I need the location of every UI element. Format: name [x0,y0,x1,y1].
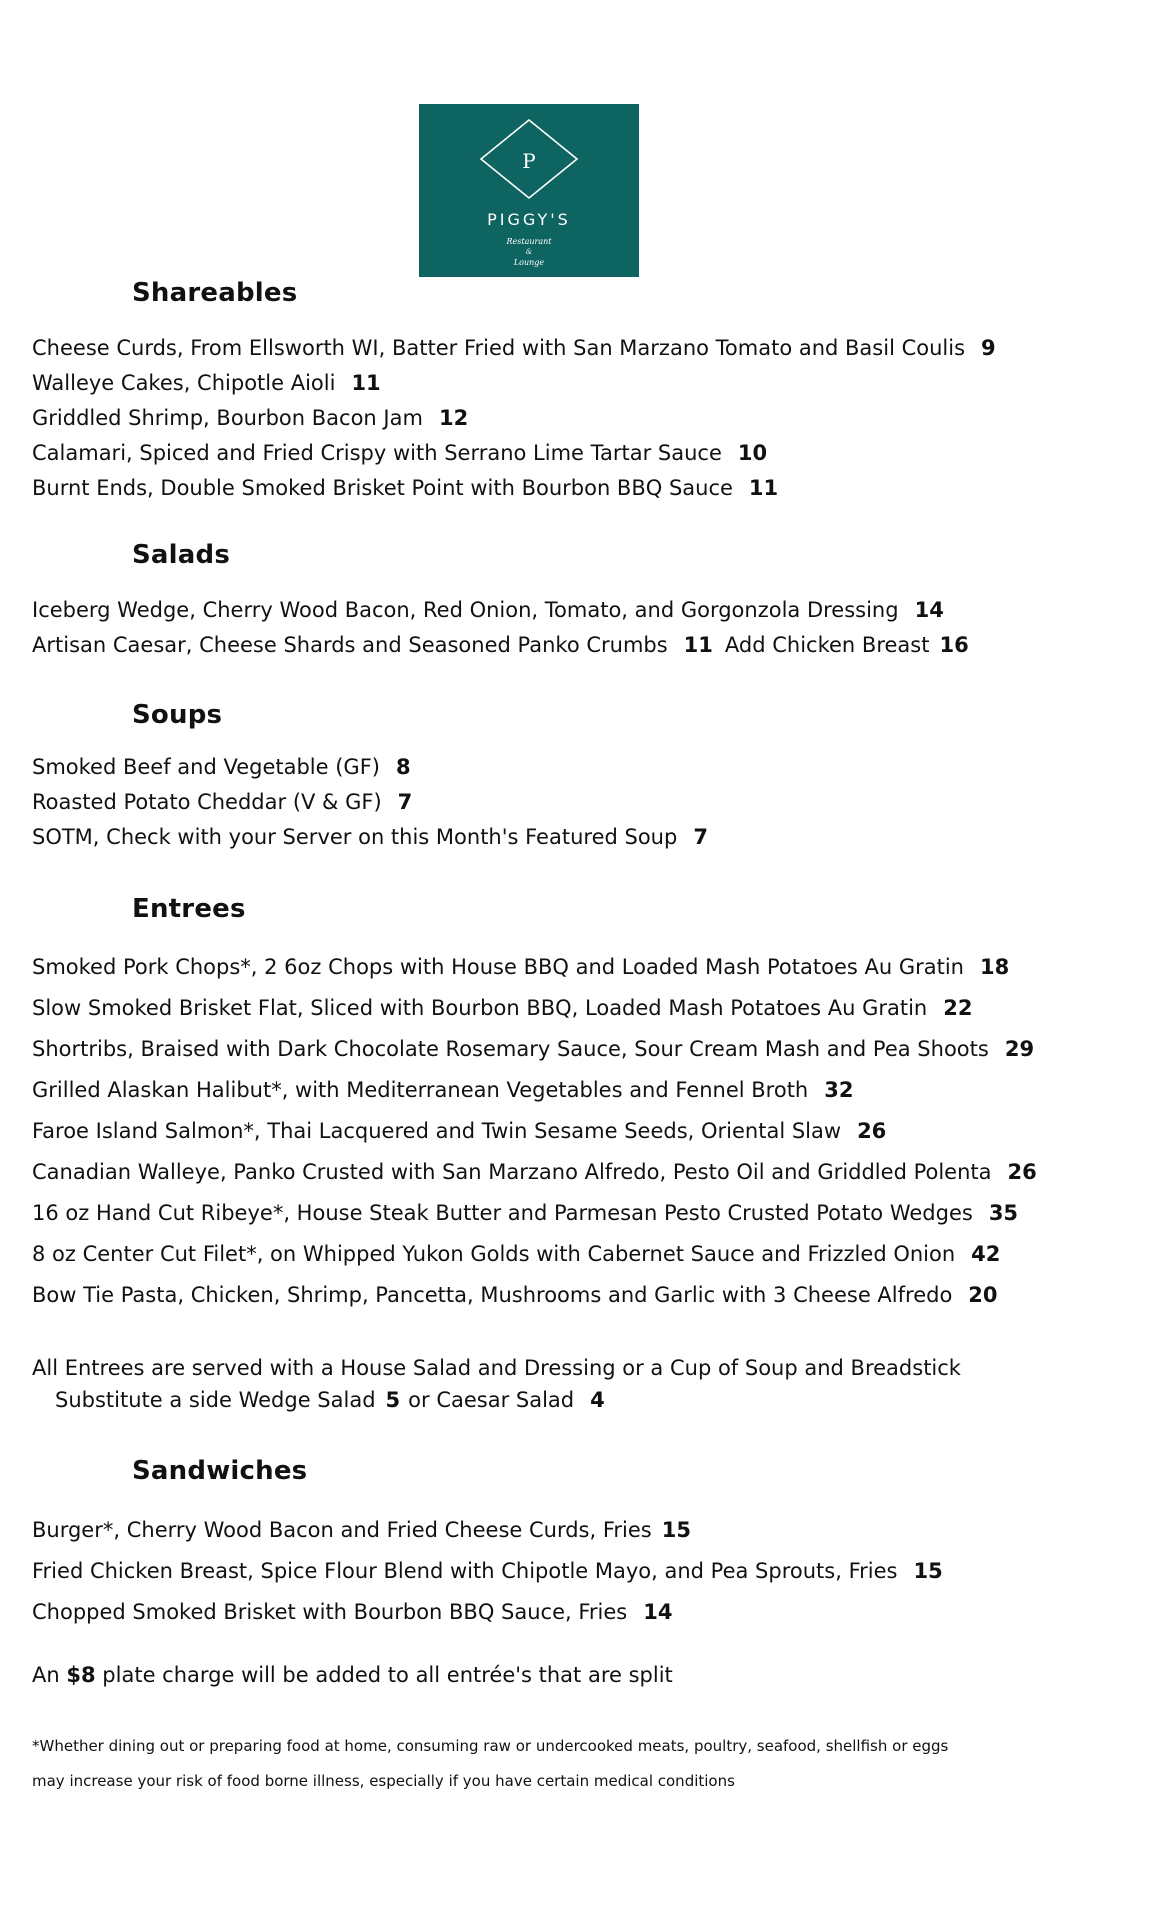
item-name: Griddled Shrimp, Bourbon Bacon Jam [32,406,423,430]
logo-name: PIGGY'S [487,210,571,229]
item-name: Grilled Alaskan Halibut*, with Mediterranean Vegetables and Fennel Broth [32,1078,809,1102]
menu-item [32,996,972,1020]
disclaimer-line-2: may increase your risk of food borne illness, especially if you have certain medical conditions [32,1772,735,1790]
item-price: 18 [979,955,1010,979]
menu-item [32,1242,1000,1266]
plate-charge-note [32,1663,673,1687]
substitute-text-caesar: or Caesar Salad [408,1388,575,1412]
menu-item [32,955,1009,979]
item-price: 26 [1007,1160,1037,1184]
logo-sub-3: Lounge [513,258,545,267]
item-price: 35 [988,1201,1019,1225]
section-heading-salads: Salads [132,540,231,570]
section-heading-soups: Soups [132,700,223,730]
menu-item [32,406,468,430]
item-price: 15 [913,1559,943,1583]
item-price: 11 [683,633,713,657]
item-name: Shortribs, Braised with Dark Chocolate Rosemary Sauce, Sour Cream Mash and Pea Shoots [32,1037,989,1061]
item-price: 26 [857,1119,887,1143]
item-price: 8 [395,755,411,779]
menu-item [32,1600,672,1624]
item-price: 9 [981,336,996,360]
item-name: Canadian Walleye, Panko Crusted with San Marzano Alfredo, Pesto Oil and Griddled Polenta [32,1160,992,1184]
menu-item [32,790,412,814]
menu-item [32,1283,998,1307]
substitute-price-caesar: 4 [590,1388,605,1412]
logo-sub-2: & [525,248,533,256]
item-name: Artisan Caesar, Cheese Shards and Seasoned Panko Crumbs [32,633,668,657]
item-name: Burnt Ends, Double Smoked Brisket Point with Bourbon BBQ Sauce [32,476,733,500]
item-price: 14 [914,598,944,622]
substitute-text: Substitute a side Wedge Salad [55,1388,376,1412]
item-price: 20 [968,1283,998,1307]
restaurant-logo [419,104,639,277]
item-name: Chopped Smoked Brisket with Bourbon BBQ Sauce, Fries [32,1600,628,1624]
item-name: Iceberg Wedge, Cherry Wood Bacon, Red Onion, Tomato, and Gorgonzola Dressing [32,598,899,622]
logo-graphic [419,104,639,277]
item-name: Slow Smoked Brisket Flat, Sliced with Bourbon BBQ, Loaded Mash Potatoes Au Gratin [32,996,928,1020]
menu-item [32,1119,886,1143]
plate-charge-amount: $8 [66,1663,96,1687]
item-price: 32 [824,1078,854,1102]
item-price: 29 [1004,1037,1035,1061]
item-name: SOTM, Check with your Server on this Month's Featured Soup [32,825,678,849]
menu-item [32,755,411,779]
item-name: 8 oz Center Cut Filet*, on Whipped Yukon Golds with Cabernet Sauce and Frizzled Onion [32,1242,956,1266]
item-name: Smoked Beef and Vegetable (GF) [32,755,380,779]
item-price: 11 [748,476,779,500]
item-name: Calamari, Spiced and Fried Crispy with Serrano Lime Tartar Sauce [32,441,722,465]
item-price: 10 [737,441,768,465]
logo-sub-1: Restaurant [506,237,552,246]
logo-letter: P [522,149,536,173]
item-name: 16 oz Hand Cut Ribeye*, House Steak Butter and Parmesan Pesto Crusted Potato Wedges [32,1201,973,1225]
item-name: Fried Chicken Breast, Spice Flour Blend with Chipotle Mayo, and Pea Sprouts, Fries [32,1559,898,1583]
item-price: 42 [971,1242,1001,1266]
item-price: 22 [943,996,973,1020]
menu-item [32,1078,853,1102]
menu-item [32,1201,1018,1225]
item-name: Cheese Curds, From Ellsworth WI, Batter Fried with San Marzano Tomato and Basil Coulis [32,336,966,360]
menu-item [32,441,767,465]
section-heading-sandwiches: Sandwiches [132,1456,308,1486]
entree-note-line-2 [55,1388,605,1412]
menu-item [32,1518,691,1542]
plate-charge-prefix: An [32,1663,60,1687]
item-name: Burger*, Cherry Wood Bacon and Fried Cheese Curds, Fries [32,1518,652,1542]
substitute-price-wedge: 5 [385,1388,401,1412]
menu-item [32,476,778,500]
menu-item [32,598,944,622]
item-price: 15 [661,1518,691,1542]
menu-item [32,1559,943,1583]
menu-item [32,336,996,360]
section-heading-shareables: Shareables [132,278,298,308]
item-price: 14 [643,1600,673,1624]
menu-item [32,1160,1037,1184]
menu-item [32,371,381,395]
item-addon: Add Chicken Breast [724,633,930,657]
item-price: 11 [351,371,381,395]
menu-item [32,1037,1034,1061]
item-price: 12 [438,406,469,430]
item-addon-price: 16 [939,633,969,657]
disclaimer-line-1: *Whether dining out or preparing food at home, consuming raw or undercooked meats, poultry, seafood, shellfish or eggs [32,1737,949,1755]
plate-charge-suffix: plate charge will be added to all entrée's that are split [102,1663,673,1687]
section-heading-entrees: Entrees [132,894,246,924]
item-name: Faroe Island Salmon*, Thai Lacquered and Twin Sesame Seeds, Oriental Slaw [32,1119,842,1143]
item-price: 7 [693,825,708,849]
menu-item [32,825,708,849]
item-name: Roasted Potato Cheddar (V & GF) [32,790,382,814]
item-price: 7 [397,790,413,814]
entree-note-line-1: All Entrees are served with a House Salad and Dressing or a Cup of Soup and Breadstick [32,1356,961,1380]
item-name: Walleye Cakes, Chipotle Aioli [32,371,336,395]
item-name: Smoked Pork Chops*, 2 6oz Chops with House BBQ and Loaded Mash Potatoes Au Gratin [32,955,964,979]
menu-item [32,633,969,657]
item-name: Bow Tie Pasta, Chicken, Shrimp, Pancetta, Mushrooms and Garlic with 3 Cheese Alfredo [32,1283,953,1307]
